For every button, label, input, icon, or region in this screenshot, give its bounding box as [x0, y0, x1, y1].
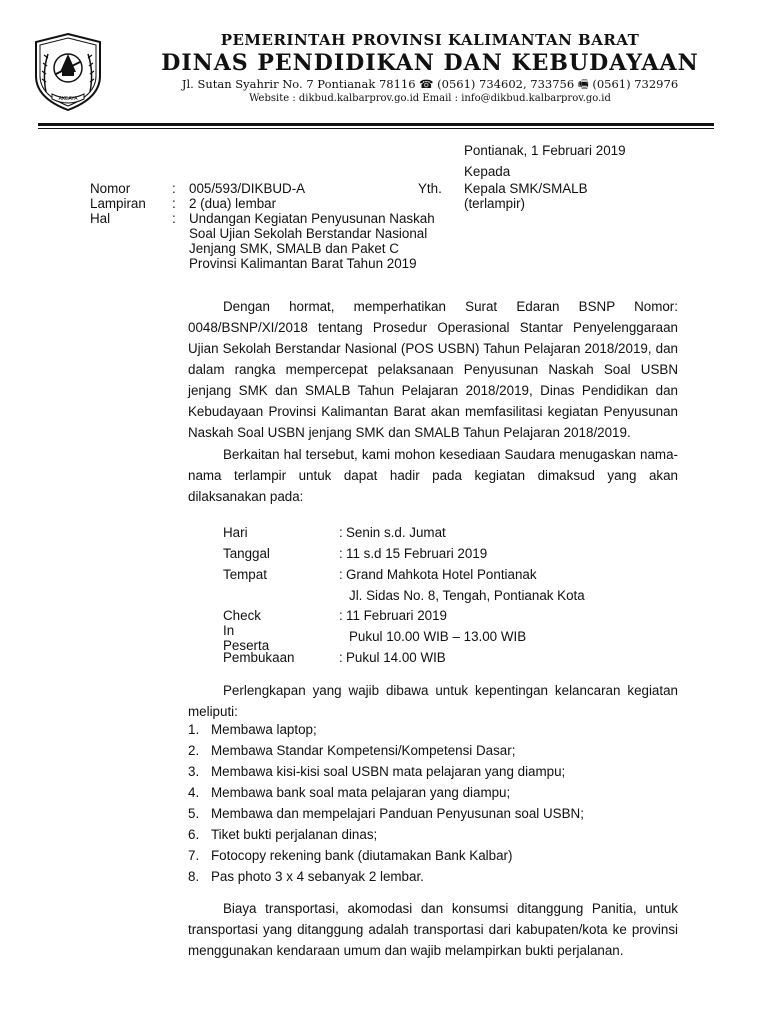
letterhead-rule-thick — [38, 123, 714, 126]
schedule-label: Hari — [223, 525, 248, 540]
letterhead-rule-thin — [38, 128, 714, 129]
hal-colon: : — [172, 211, 176, 226]
schedule-colon: : — [339, 567, 343, 582]
letter-date: Pontianak, 1 Februari 2019 — [464, 143, 626, 158]
schedule-colon: : — [339, 608, 343, 623]
list-number: 6. — [188, 827, 200, 842]
list-number: 4. — [188, 785, 200, 800]
lampiran-label: Lampiran — [90, 196, 146, 211]
list-number: 7. — [188, 848, 200, 863]
list-number: 1. — [188, 722, 200, 737]
body-intro — [188, 296, 678, 507]
hal-line: Soal Ujian Sekolah Berstandar Nasional — [189, 226, 428, 241]
provincial-emblem-icon — [32, 32, 104, 112]
recipient-name: Kepala SMK/SMALB — [464, 181, 588, 196]
hal-line: Jenjang SMK, SMALB dan Paket C — [189, 241, 399, 256]
list-text: Membawa dan mempelajari Panduan Penyusunan soal USBN; — [211, 806, 584, 821]
nomor-value: 005/593/DIKBUD-A — [189, 181, 306, 196]
lampiran-colon: : — [172, 196, 176, 211]
nomor-colon: : — [172, 181, 176, 196]
body-equipment-intro — [188, 680, 678, 722]
list-number: 8. — [188, 869, 200, 884]
letterhead-website-email: Website : dikbud.kalbarprov.go.id Email : info@dikbud.kalbarprov.go.id — [249, 93, 611, 104]
schedule-label: Pembukaan — [223, 650, 295, 665]
schedule-colon: : — [339, 546, 343, 561]
list-number: 3. — [188, 764, 200, 779]
schedule-colon: : — [339, 650, 343, 665]
emblem-banner-text: AKCAYA — [58, 96, 78, 102]
paragraph-intro: Dengan hormat, memperhatikan Surat Edaran BSNP Nomor: 0048/BSNP/XI/2018 tentang Prosedur Operasional Stantar Penyelenggaraan Ujian Sekolah Berstandar Nasional (POS USBN) Tahun Pelajaran 2018/2019, dan dalam rangka mempercepat pelaksanaan Penyusunan Naskah Soal USBN jenjang SMK dan SMALB Tahun Pelajaran 2018/2019, Dinas Pendidikan dan Kebudayaan Provinsi Kalimantan Barat akan memfasilitasi kegiatan Penyusunan Naskah Soal USBN jenjang SMK dan SMALB Tahun Pelajaran 2018/2019. — [188, 299, 678, 440]
nomor-label: Nomor — [90, 181, 131, 196]
schedule-colon: : — [339, 525, 343, 540]
schedule-value: Jl. Sidas No. 8, Tengah, Pontianak Kota — [349, 588, 585, 603]
paragraph-request: Berkaitan hal tersebut, kami mohon kesediaan Saudara menugaskan nama-nama terlampir untuk dapat hadir pada kegiatan dimaksud yang akan dilaksanakan pada: — [188, 447, 678, 504]
list-text: Tiket bukti perjalanan dinas; — [211, 827, 378, 842]
recipient-kepada: Kepada — [464, 164, 511, 179]
body-transport — [188, 898, 678, 961]
list-text: Pas photo 3 x 4 sebanyak 2 lembar. — [211, 869, 424, 884]
hal-line: Undangan Kegiatan Penyusunan Naskah — [189, 211, 435, 226]
list-number: 2. — [188, 743, 200, 758]
letterhead-address: Jl. Sutan Syahrir No. 7 Pontianak 78116 ☎ (0561) 734602, 733756 🖷 (0561) 732976 — [181, 77, 679, 91]
schedule-value: 11 s.d 15 Februari 2019 — [346, 546, 488, 561]
list-text: Membawa Standar Kompetensi/Kompetensi Dasar; — [211, 743, 516, 758]
list-text: Membawa kisi-kisi soal USBN mata pelajaran yang diampu; — [211, 764, 566, 779]
recipient-yth: Yth. — [418, 181, 442, 196]
hal-line: Provinsi Kalimantan Barat Tahun 2019 — [189, 256, 417, 271]
list-number: 5. — [188, 806, 200, 821]
paragraph-transport: Biaya transportasi, akomodasi dan konsumsi ditanggung Panitia, untuk transportasi yang ditanggung adalah transportasi dari kabupaten/kota ke provinsi menggunakan kendaraan umum dan wajib melampirkan bukti perjalanan. — [188, 901, 678, 958]
schedule-value: Senin s.d. Jumat — [346, 525, 446, 540]
list-text: Membawa bank soal mata pelajaran yang diampu; — [211, 785, 511, 800]
schedule-value: Grand Mahkota Hotel Pontianak — [346, 567, 537, 582]
schedule-label: Tempat — [223, 567, 267, 582]
schedule-value: Pukul 14.00 WIB — [346, 650, 446, 665]
schedule-value: 11 Februari 2019 — [346, 608, 447, 623]
hal-label: Hal — [90, 211, 111, 226]
schedule-label: Check In Peserta — [223, 608, 270, 653]
government-name: PEMERINTAH PROVINSI KALIMANTAN BARAT — [220, 31, 640, 49]
lampiran-value: 2 (dua) lembar — [189, 196, 277, 211]
list-text: Fotocopy rekening bank (diutamakan Bank Kalbar) — [211, 848, 513, 863]
paragraph-equipment: Perlengkapan yang wajib dibawa untuk kepentingan kelancaran kegiatan meliputi: — [188, 683, 678, 719]
schedule-value: Pukul 10.00 WIB – 13.00 WIB — [349, 629, 527, 644]
department-name: DINAS PENDIDIKAN DAN KEBUDAYAAN — [161, 50, 699, 76]
letterhead — [150, 30, 710, 106]
schedule-label: Tanggal — [223, 546, 270, 561]
list-text: Membawa laptop; — [211, 722, 317, 737]
recipient-note: (terlampir) — [464, 196, 526, 211]
